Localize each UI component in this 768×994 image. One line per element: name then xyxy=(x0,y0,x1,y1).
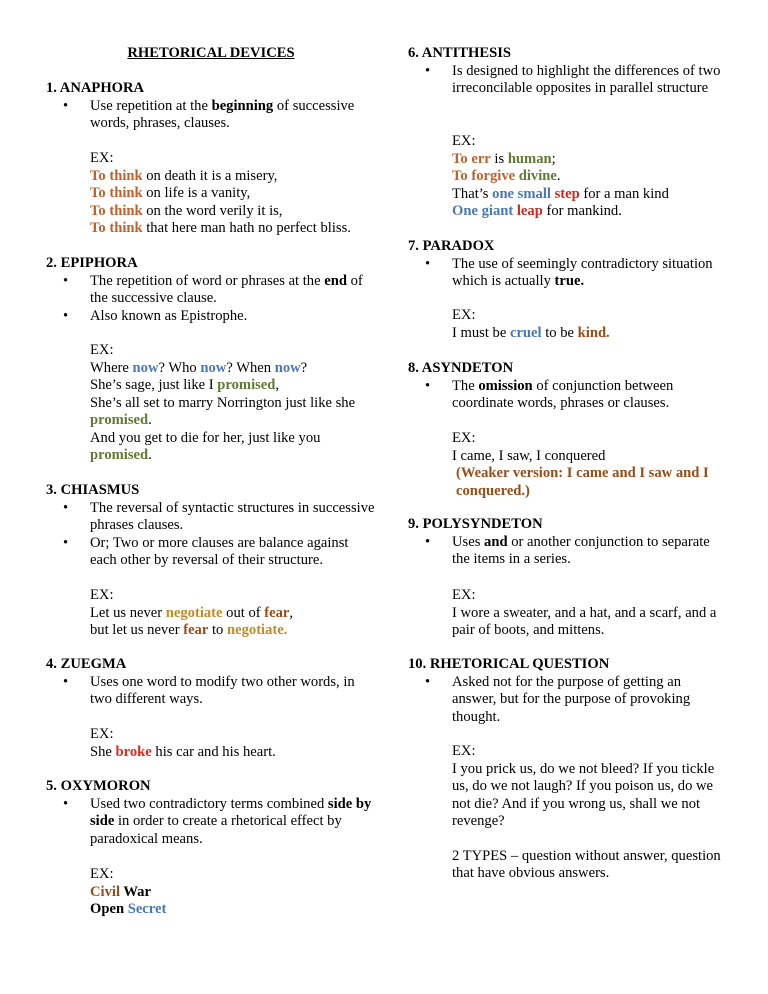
example-line: but let us never fear to negotiate. xyxy=(90,622,288,638)
bullet-item: • The omission of conjunction between coordinate words, phrases or clauses. xyxy=(452,378,728,413)
bullet-list xyxy=(46,796,376,849)
example-chiasmus xyxy=(46,587,376,640)
example-label: EX: xyxy=(452,133,476,149)
example-paradox xyxy=(408,307,728,342)
example-label: EX: xyxy=(452,743,476,759)
section-heading: 1. ANAPHORA xyxy=(46,80,145,96)
bullet-list xyxy=(46,273,376,326)
example-line: To think on death it is a misery, xyxy=(90,167,278,184)
example-line: Civil War xyxy=(90,883,151,900)
example-line: I you prick us, do we not bleed? If you tickle us, do we not laugh? If you poison us, do we not die? And if you wrong us, shall we not revenge? xyxy=(452,760,715,829)
section-heading: 4. ZUEGMA xyxy=(46,656,127,672)
section-antithesis xyxy=(408,45,728,98)
section-heading: 9. POLYSYNDETON xyxy=(408,516,543,532)
bullet-list xyxy=(408,378,728,413)
example-line: To think on the word verily it is, xyxy=(90,202,283,219)
example-zeugma xyxy=(46,726,376,761)
bullet-item: • The reversal of syntactic structures in successive phrases clauses. xyxy=(90,500,376,535)
bullet-list xyxy=(46,500,376,570)
example-label: EX: xyxy=(90,587,114,603)
bullet-item: • Asked not for the purpose of getting an answer, but for the purpose of provoking thought. xyxy=(452,674,728,727)
bullet-list xyxy=(46,674,376,709)
example-line: She’s all set to marry Norrington just like she promised. xyxy=(90,394,356,428)
section-epiphora xyxy=(46,255,376,325)
example-label: EX: xyxy=(452,430,476,446)
example-line: To think on life is a vanity, xyxy=(90,185,251,201)
example-rhetorical-question xyxy=(408,743,728,883)
example-line: I came, I saw, I conquered xyxy=(452,447,606,464)
example-label: EX: xyxy=(452,587,476,603)
section-heading: 2. EPIPHORA xyxy=(46,255,138,271)
example-line: She broke his car and his heart. xyxy=(90,743,276,760)
example-line: (Weaker version: I came and I saw and I conquered.) xyxy=(456,465,709,499)
bullet-item: • Use repetition at the beginning of successive words, phrases, clauses. xyxy=(90,98,376,133)
example-polysyndeton xyxy=(408,587,728,640)
section-polysyndeton xyxy=(408,516,728,569)
section-heading: 6. ANTITHESIS xyxy=(408,45,512,61)
example-line: Where now? Who now? When now? xyxy=(90,359,308,376)
example-label: EX: xyxy=(90,150,114,166)
section-heading: 10. RHETORICAL QUESTION xyxy=(408,656,610,672)
example-antithesis xyxy=(408,133,728,221)
section-heading: 5. OXYMORON xyxy=(46,778,151,794)
section-paradox xyxy=(408,238,728,291)
section-heading: 3. CHIASMUS xyxy=(46,482,140,498)
example-line: I wore a sweater, and a hat, and a scarf, and a pair of boots, and mittens. xyxy=(452,604,717,638)
bullet-item: • The repetition of word or phrases at the end of the successive clause. xyxy=(90,273,376,308)
page-title: RHETORICAL DEVICES xyxy=(127,45,295,61)
example-label: EX: xyxy=(90,866,114,882)
example-anaphora xyxy=(46,150,376,238)
section-chiasmus xyxy=(46,482,376,570)
bullet-item: • Or; Two or more clauses are balance against each other by reversal of their structure. xyxy=(90,535,376,570)
section-oxymoron xyxy=(46,778,376,848)
section-heading: 8. ASYNDETON xyxy=(408,360,514,376)
example-oxymoron xyxy=(46,866,376,919)
example-line: To forgive divine. xyxy=(452,168,561,184)
example-asyndeton xyxy=(408,430,728,500)
bullet-item: • Also known as Epistrophe. xyxy=(90,308,376,326)
example-epiphora xyxy=(46,342,376,465)
section-rhetorical-question xyxy=(408,656,728,726)
bullet-list xyxy=(408,534,728,569)
example-line: Let us never negotiate out of fear, xyxy=(90,604,294,621)
example-line: To err is human; xyxy=(452,150,556,167)
bullet-item: • Used two contradictory terms combined side by side in order to create a rhetorical effect by paradoxical means. xyxy=(90,796,376,849)
section-anaphora xyxy=(46,80,376,133)
example-line: Open Secret xyxy=(90,901,167,917)
bullet-item: • Uses one word to modify two other words, in two different ways. xyxy=(90,674,376,709)
example-line: She’s sage, just like I promised, xyxy=(90,377,280,393)
bullet-list xyxy=(408,674,728,727)
bullet-list xyxy=(46,98,376,133)
example-label: EX: xyxy=(90,726,114,742)
section-heading: 7. PARADOX xyxy=(408,238,495,254)
example-line: And you get to die for her, just like you promised. xyxy=(90,429,321,463)
section-asyndeton xyxy=(408,360,728,413)
bullet-list xyxy=(408,63,728,98)
example-line: To think that here man hath no perfect bliss. xyxy=(90,220,351,236)
example-line: One giant leap for mankind. xyxy=(452,203,622,219)
example-label: EX: xyxy=(90,342,114,358)
example-line: That’s one small step for a man kind xyxy=(452,185,669,202)
example-note: 2 TYPES – question without answer, question that have obvious answers. xyxy=(452,847,721,881)
section-zeugma xyxy=(46,656,376,709)
bullet-item: • The use of seemingly contradictory situation which is actually true. xyxy=(452,256,728,291)
bullet-list xyxy=(408,256,728,291)
bullet-item: • Is designed to highlight the differences of two irreconcilable opposites in parallel structure xyxy=(452,63,728,98)
example-line: I must be cruel to be kind. xyxy=(452,324,610,341)
bullet-item: • Uses and or another conjunction to separate the items in a series. xyxy=(452,534,728,569)
example-label: EX: xyxy=(452,307,476,323)
